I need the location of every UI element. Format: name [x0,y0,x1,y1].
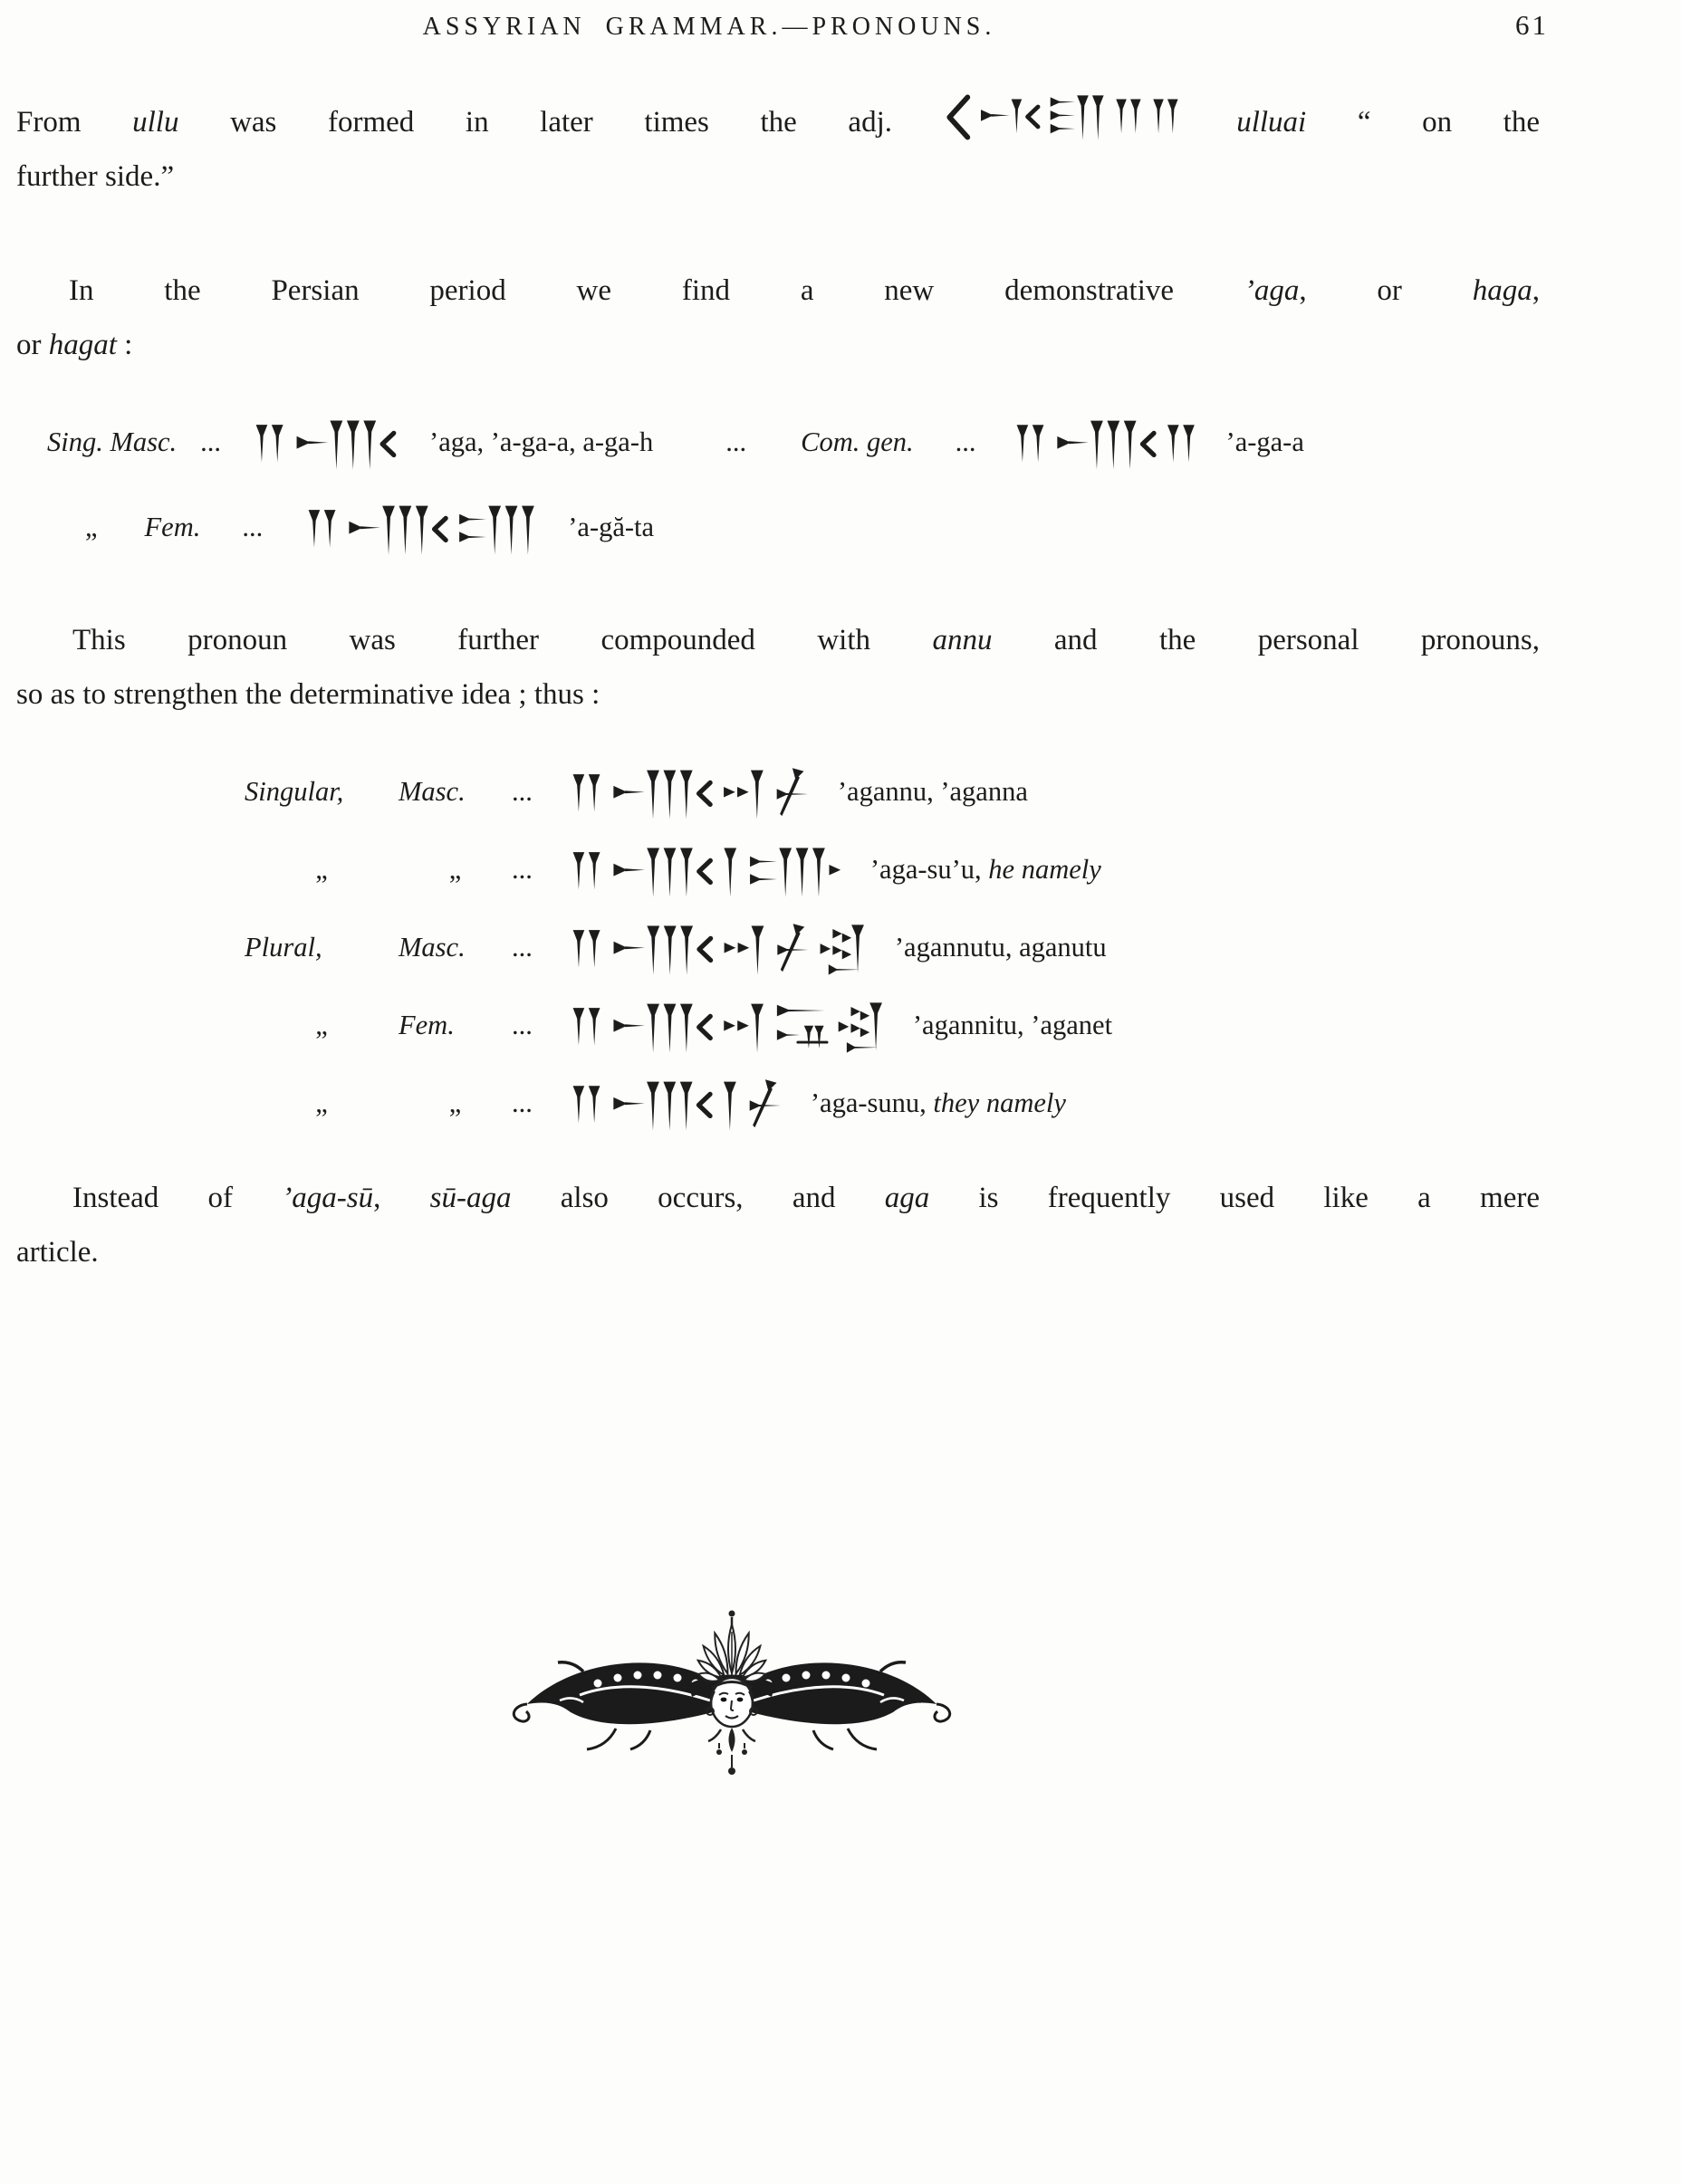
spacer [16,1032,245,1034]
spacer [871,954,895,956]
paradigm-label: „ [315,1010,328,1040]
paradigm-label: Fem. [399,1010,455,1040]
italic-text-run: annu [932,624,993,656]
paradigm-label: „ [315,854,328,885]
text-run: ... [512,854,533,885]
spacer [16,876,245,878]
text-line [16,497,1540,557]
text-line [16,1225,1540,1279]
spacer [543,534,568,536]
text-line [16,318,1540,372]
text-line [16,1171,1540,1225]
text-run: ... [200,426,222,457]
italic-text-run: sū-aga [429,1182,512,1214]
cuneiform-run [304,503,543,557]
paradigm-label: Masc. [399,776,466,807]
text-run: This pronoun was further compounded with [72,624,933,656]
text-line [16,149,1540,204]
spacer [200,534,242,536]
cuneiform-run [944,92,1186,142]
spacer [1203,449,1226,451]
text-run: ... [512,776,533,807]
text-run: ’agannutu, aganutu [894,932,1107,963]
paragraph-persian-period [16,263,1540,372]
text-line [16,839,1540,899]
paradigm-label: Plural, [245,932,322,963]
text-run: “ on the [1357,106,1540,139]
text-run: is frequently used like a mere [929,1182,1540,1214]
italic-text-run: ’aga [1244,274,1300,307]
text-line [16,412,1540,472]
paragraph-instead [16,1171,1540,1279]
spacer [16,1110,245,1112]
text-run: ’aga-su’u, [869,854,989,885]
spacer [847,876,870,878]
ornament-pendant [708,1728,755,1775]
text-line [16,613,1540,667]
italic-text-run: ullu [132,106,179,139]
spacer [746,449,801,451]
text-line [16,917,1540,977]
text-run: ... [512,1087,533,1118]
spacer [16,799,245,800]
italic-text-run: ’aga-sū [282,1182,374,1214]
spacer [914,449,956,451]
text-line [16,1073,1540,1133]
italic-text-run: ulluai [1185,106,1358,139]
spacer [16,534,85,536]
cuneiform-run [252,417,402,472]
text-run: ... [512,1010,533,1040]
cuneiform-run [569,845,847,899]
text-run: was formed in later times the adj. [178,106,944,139]
italic-text-run: Com. gen. [801,426,914,457]
paradigm-aga-table [16,412,1540,557]
spacer [263,534,304,536]
text-line [16,762,1540,821]
paradigm-label: „ [315,1087,328,1118]
text-run: also occurs, and [511,1182,885,1214]
cuneiform-run [569,1078,787,1133]
paradigm-label: Masc. [399,932,466,963]
text-run: ’aga, ’a-ga-a, a-ga-h [429,426,654,457]
italic-text-run: aga [884,1182,930,1214]
paradigm-label: Singular, [245,776,344,807]
text-run: ... [512,932,533,963]
text-run: , or [1299,274,1473,307]
spacer [221,449,252,451]
paragraph-compound-intro [16,613,1540,722]
running-header [16,9,1549,54]
text-run: ’agannitu, ’aganet [912,1010,1113,1040]
paradigm-compound-table [16,762,1540,1133]
text-run: From [16,106,133,139]
spacer [889,1032,913,1034]
italic-text-run: haga [1472,274,1532,307]
spacer [787,1110,811,1112]
header-title: ASSYRIAN GRAMMAR.—PRONOUNS. [422,13,996,41]
spacer [533,954,569,956]
italic-text-run: he namely [988,854,1101,885]
text-run: ... [955,426,976,457]
spacer [533,1110,569,1112]
cuneiform-run [569,767,814,821]
text-run: ’a-gă-ta [568,512,655,542]
spacer [653,449,725,451]
text-run: „ [85,512,98,542]
cuneiform-run [1013,417,1203,472]
spacer [402,449,429,451]
text-run: article. [16,1236,99,1269]
spacer [976,449,1013,451]
text-run: , [1532,274,1540,307]
paradigm-label: „ [448,1087,462,1118]
text-line [16,263,1540,318]
text-line [16,995,1540,1055]
spacer [16,954,245,956]
text-run: ... [725,426,747,457]
text-run: In the Persian period we find a new demonstrative [69,274,1244,307]
spacer [533,876,569,878]
spacer [177,449,200,451]
italic-text-run: hagat [48,329,117,361]
italic-text-run: Fem. [144,512,201,542]
cuneiform-run [569,1001,889,1055]
tailpiece-ornament [496,1565,967,1809]
spacer [98,534,145,536]
text-run: ’aga-sunu, [810,1087,934,1118]
paradigm-label: „ [448,854,462,885]
text-run: and the personal pronouns, [992,624,1540,656]
text-run: further side.” [16,160,175,193]
text-line [16,667,1540,722]
page-number: 61 [1515,9,1549,41]
text-run: : [116,329,133,361]
text-run: ... [242,512,264,542]
text-run: , [373,1182,430,1214]
spacer [16,449,47,451]
cuneiform-run [569,923,871,977]
text-line [16,92,1540,149]
italic-text-run: Sing. Masc. [47,426,178,457]
text-run: ’a-ga-a [1225,426,1304,457]
text-run: ’agannu, ’aganna [837,776,1028,807]
ornament-face [706,1678,757,1727]
spacer [814,799,838,800]
paragraph-ullu [16,92,1540,204]
text-run: so as to strengthen the determinative idea ; thus : [16,678,600,711]
spacer [533,1032,569,1034]
text-run: Instead of [72,1182,283,1214]
spacer [533,799,569,800]
italic-text-run: they namely [933,1087,1066,1118]
text-run: or [16,329,49,361]
